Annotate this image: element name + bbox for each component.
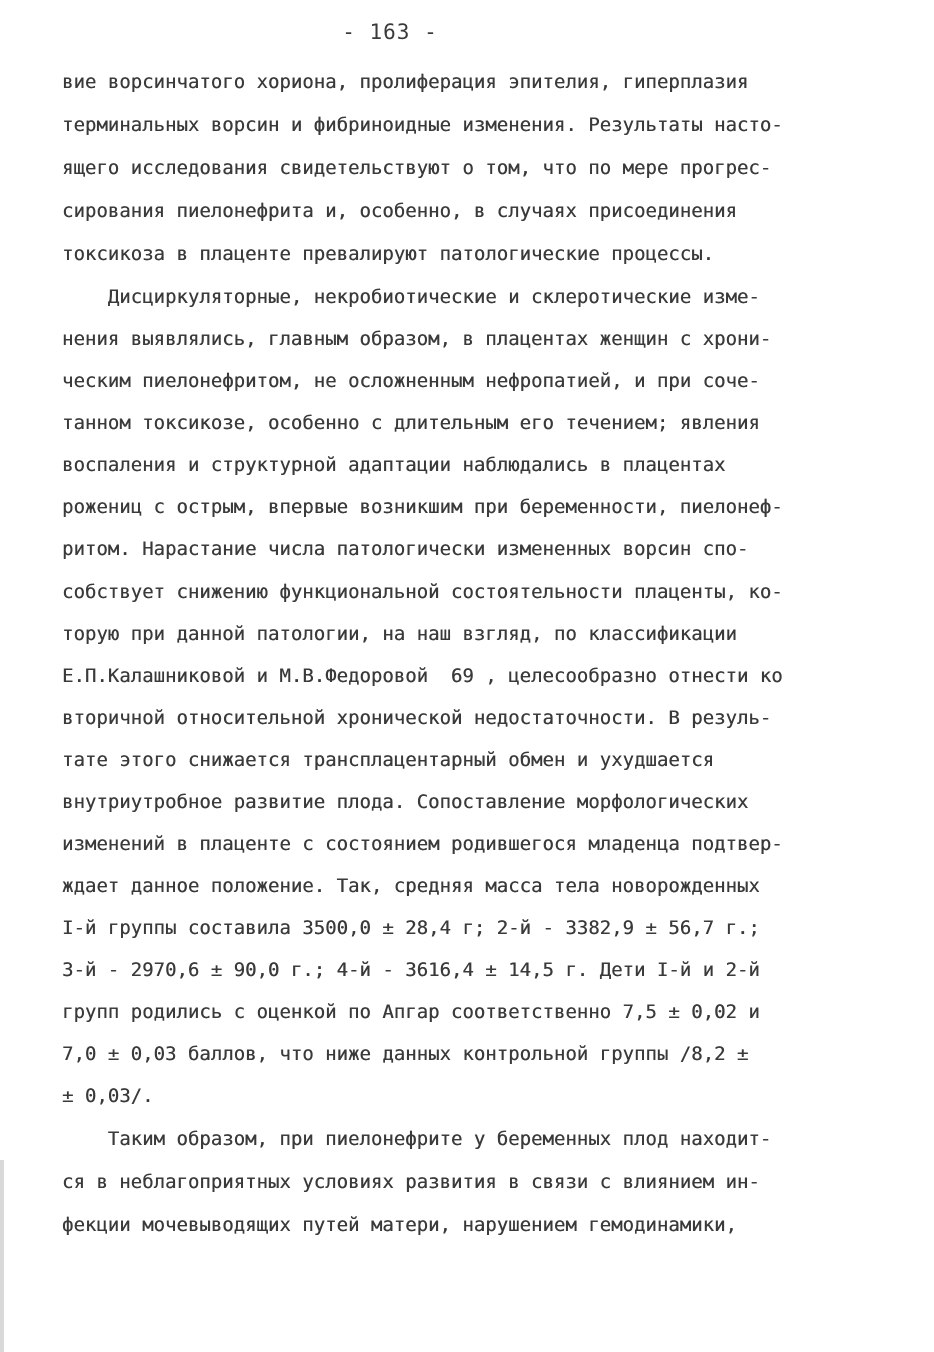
text-line: Дисциркуляторные, некробиотические и склеротические изме- — [62, 286, 760, 308]
text-line: вторичной относительной хронической недостаточности. В резуль- — [62, 707, 772, 729]
text-line: ритом. Нарастание числа патологически измененных ворсин спо- — [62, 538, 749, 560]
text-line: внутриутробное развитие плода. Сопоставление морфологических — [62, 791, 749, 813]
text-line: вие ворсинчатого хориона, пролиферация эпителия, гиперплазия — [62, 71, 749, 93]
text-line: ящего исследования свидетельствуют о том, что по мере прогрес- — [62, 157, 772, 179]
text-line: Таким образом, при пиелонефрите у беременных плод находит- — [62, 1128, 772, 1150]
text-line: I-й группы составила 3500,0 ± 28,4 г; 2-й - 3382,9 ± 56,7 г.; — [62, 917, 760, 939]
text-line: ждает данное положение. Так, средняя масса тела новорожденных — [62, 875, 760, 897]
text-line: нения выявлялись, главным образом, в плацентах женщин с хрони- — [62, 328, 772, 350]
text-line: групп родились с оценкой по Апгар соответственно 7,5 ± 0,02 и — [62, 1001, 760, 1023]
text-line: фекции мочевыводящих путей матери, нарушением гемодинамики, — [62, 1214, 737, 1236]
text-line: ± 0,03/. — [62, 1085, 154, 1107]
text-line: Е.П.Калашниковой и М.В.Федоровой 69 , целесообразно отнести ко — [62, 665, 783, 687]
text-line: ческим пиелонефритом, не осложненным нефропатией, и при соче- — [62, 370, 760, 392]
text-line: 3-й - 2970,6 ± 90,0 г.; 4-й - 3616,4 ± 14,5 г. Дети I-й и 2-й — [62, 959, 760, 981]
text-line: танном токсикозе, особенно с длительным его течением; явления — [62, 412, 760, 434]
text-line: 7,0 ± 0,03 баллов, что ниже данных контрольной группы /8,2 ± — [62, 1043, 749, 1065]
text-line: ся в неблагоприятных условиях развития в связи с влиянием ин- — [62, 1171, 760, 1193]
text-line: терминальных ворсин и фибриноидные изменения. Результаты насто- — [62, 114, 783, 136]
text-line: воспаления и структурной адаптации наблюдались в плацентах — [62, 454, 726, 476]
text-line: собствует снижению функциональной состоятельности плаценты, ко- — [62, 581, 783, 603]
text-line: токсикоза в плаценте превалируют патологические процессы. — [62, 243, 715, 265]
text-line: торую при данной патологии, на наш взгляд, по классификации — [62, 623, 737, 645]
text-line: изменений в плаценте с состоянием родившегося младенца подтвер- — [62, 833, 783, 855]
text-line: тате этого снижается трансплацентарный обмен и ухудшается — [62, 749, 715, 771]
text-line: сирования пиелонефрита и, особенно, в случаях присоединения — [62, 200, 737, 222]
text-line: рожениц с острым, впервые возникшим при беременности, пиелонеф- — [62, 496, 783, 518]
page-number: - 163 - — [342, 20, 438, 44]
scan-margin-shadow — [0, 1160, 4, 1352]
